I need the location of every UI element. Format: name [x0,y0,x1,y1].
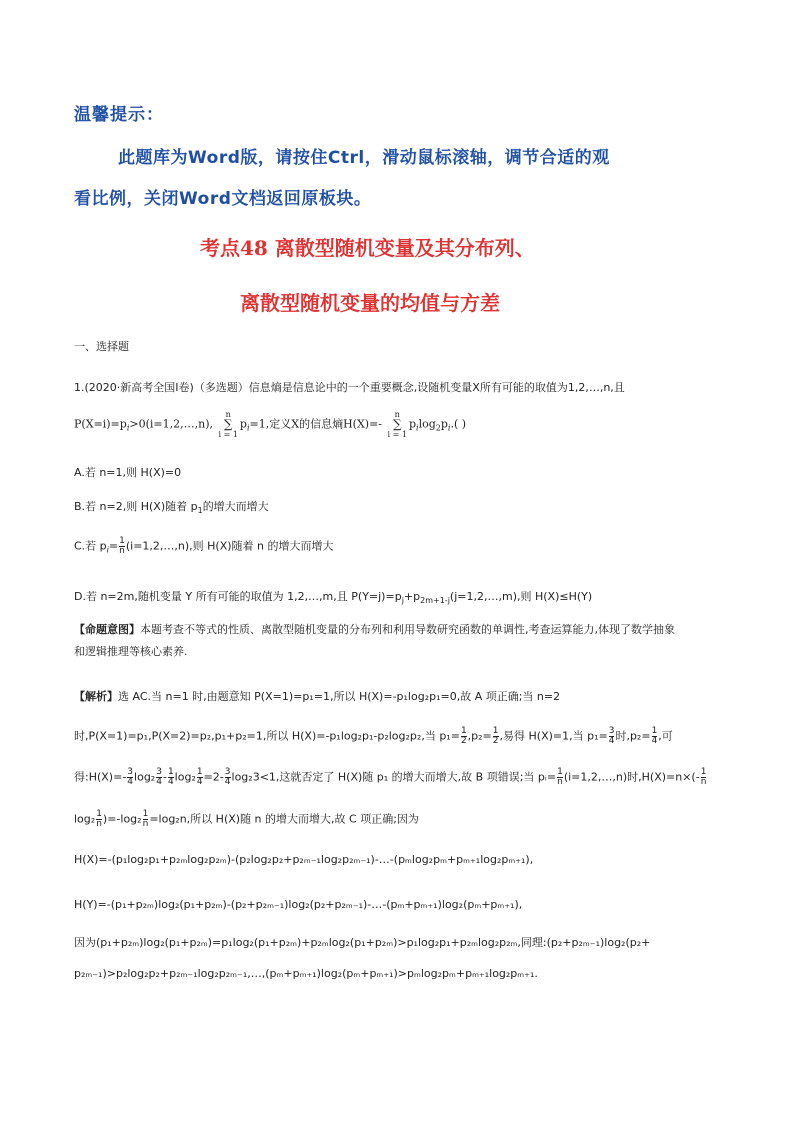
analysis-line-7: 因为(p₁+p₂ₘ)log₂(p₁+p₂ₘ)=p₁log₂(p₁+p₂ₘ)+p₂ₘlog₂(p₁+p₂ₘ)>p₁log₂p₁+p₂ₘlog₂p₂ₘ,同理:(p₂+p₂ₘ₋₁)log₂(p₂+ [74,936,651,949]
option-a: A.若 n=1,则 H(X)=0 [74,466,182,479]
sum-symbol: n ∑ i = 1 [387,410,407,439]
analysis-line-8: p₂ₘ₋₁)>p₂log₂p₂+p₂ₘ₋₁log₂p₂ₘ₋₁,…,(pₘ+pₘ₊₁)log₂(pₘ+pₘ₊₁)>pₘlog₂pₘ+pₘ₊₁log₂pₘ₊₁. [74,967,538,980]
heading-line-1: 考点48 离散型随机变量及其分布列、 [200,236,535,260]
heading-line-2: 离散型随机变量的均值与方差 [240,291,500,315]
intent-line-1: 【命题意图】本题考查不等式的性质、离散型随机变量的分布列和利用导数研究函数的单调性,考查运算能力,体现了数学抽象 [74,623,675,636]
option-c: C.若 $p_i=$ $\frac{1}{n}$ (i=1,2,…,n),则 H(X)随着 n 的增大而增大 [74,536,334,556]
option-b: B.若 n=2,则 H(X)随着 $p_1$的增大而增大 [74,500,269,516]
sum-symbol: n ∑ i = 1 [218,410,238,439]
tip-line-1: 此题库为Word版，请按住Ctrl，滑动鼠标滚轴，调节合适的观 [118,148,610,168]
analysis-line-5: H(X)=-(p₁log₂p₁+p₂ₘlog₂p₂ₘ)-(p₂log₂p₂+p₂ₘ₋₁log₂p₂ₘ₋₁)-…-(pₘlog₂pₘ+pₘ₊₁log₂pₘ₊₁), [74,853,534,866]
section-label: 一、选择题 [74,340,129,353]
analysis-line-2: 时,P(X=1)=p₁,P(X=2)=p₂,p₁+p₂=1,所以 H(X)=-p₁log₂p₁-p₂log₂p₂,当 p₁= $\frac{1}{2}$ ,p₂= $\frac{1}{2}$ ,易得 H(X)=1,当 p₁= $\frac{3}{4}$ 时,p₂= $\frac{1}{4}$ ,可 [74,726,673,746]
tip-line-2: 看比例，关闭Word文档返回原板块。 [74,189,372,209]
question-condition: $P(X=i)=p_i>0(i=1,2,\dots,n)$, n ∑ i = 1 $p_i=1$,定义X的信息熵H(X)=- n ∑ i = 1 $p_i\log_2p_i$.( ) [74,410,467,439]
question-intro: 1.(2020·新高考全国Ⅰ卷)（多选题）信息熵是信息论中的一个重要概念,设随机变量X所有可能的取值为1,2,…,n,且 [74,381,625,394]
analysis-line-1: 【解析】选 AC.当 n=1 时,由题意知 P(X=1)=p₁=1,所以 H(X)=-p₁log₂p₁=0,故 A 项正确;当 n=2 [74,690,561,703]
intent-line-2: 和逻辑推理等核心素养. [74,645,188,658]
option-d: D.若 n=2m,随机变量 Y 所有可能的取值为 1,2,…,m,且 $P(Y=j)=p_j+p_{2m+1-j}(j=1,2,\dots,m)$,则 H(X)≤H(Y) [74,590,593,606]
analysis-line-3: 得:H(X)=- $\frac{3}{4}$ log₂ $\frac{3}{4}$ - $\frac{1}{4}$ log₂ $\frac{1}{4}$ =2- $\frac{3}{4}$ log₂3<1,这就否定了 H(X)随 p₁ 的增大而增大,故 B 项错误;当 pᵢ= $\frac{1}{n}$ (i=1,2,…,n)时,H(X)=n×(- $\frac{1}{n}$ [74,767,707,787]
analysis-line-4: log₂ $\frac{1}{n}$ )=-log₂ $\frac{1}{n}$ =log₂n,所以 H(X)随 n 的增大而增大,故 C 项正确;因为 [74,809,419,829]
analysis-line-6: H(Y)=-(p₁+p₂ₘ)log₂(p₁+p₂ₘ)-(p₂+p₂ₘ₋₁)log₂(p₂+p₂ₘ₋₁)-…-(pₘ+pₘ₊₁)log₂(pₘ+pₘ₊₁), [74,898,523,911]
tip-title: 温馨提示： [74,105,164,125]
